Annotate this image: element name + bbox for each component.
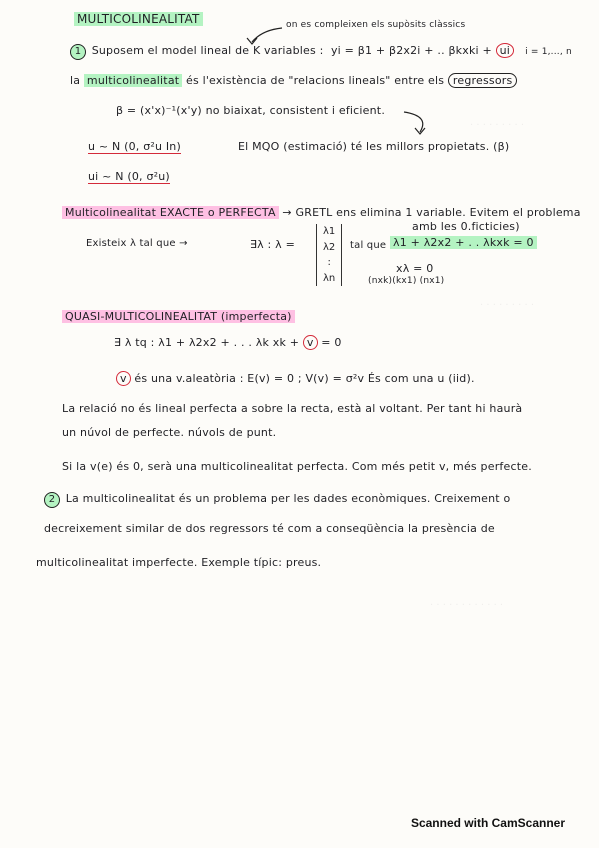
matrix-dimensions: (nxk)(kx1) (nx1) bbox=[368, 276, 445, 286]
existeix-text: Existeix λ tal que → bbox=[86, 238, 188, 249]
v-term-circled: v bbox=[303, 335, 318, 350]
regressors-circled: regressors bbox=[448, 73, 518, 88]
ols-estimator-line: β = (x'x)⁻¹(x'y) no biaixat, consistent i eficient. bbox=[116, 104, 386, 117]
v-description-line bbox=[116, 372, 475, 385]
linear-combination-eq: λ1 + λ2x2 + . . λkxk = 0 bbox=[390, 236, 537, 249]
quasi-heading: QUASI-MULTICOLINEALITAT (imperfecta) bbox=[62, 310, 295, 323]
lambda-n: λn bbox=[323, 272, 336, 284]
point-2-line2: decreixement similar de dos regressors té com a conseqüència la presència de bbox=[44, 522, 495, 535]
point-2-text-1: La multicolinealitat és un problema per les dades econòmiques. Creixement o bbox=[65, 492, 511, 505]
page-title: MULTICOLINEALITAT bbox=[74, 12, 203, 26]
exact-heading: Multicolinealitat EXACTE o PERFECTA bbox=[62, 206, 279, 219]
error-term-circled: ui bbox=[496, 43, 514, 58]
lambda-vector bbox=[316, 224, 342, 286]
point-1-line bbox=[70, 44, 572, 60]
relation-line: La relació no és lineal perfecta a sobre la recta, està al voltant. Per tant hi haurà bbox=[62, 402, 523, 415]
quasi-equation bbox=[114, 336, 342, 349]
linear-combination bbox=[390, 236, 537, 249]
point-2-line3: multicolinealitat imperfecte. Exemple típic: preus. bbox=[36, 556, 322, 569]
v-circled: v bbox=[116, 371, 131, 386]
cloud-line: un núvol de perfecte. núvols de punt. bbox=[62, 426, 277, 439]
model-equation: yi = β1 + β2x2i + .. βkxki + bbox=[330, 44, 496, 57]
u-distribution-1: u ~ N (0, σ²u In) bbox=[88, 140, 181, 153]
point-2-line1 bbox=[44, 492, 510, 508]
exists-lambda: ∃λ : λ = bbox=[250, 238, 295, 251]
error-distribution-vector bbox=[88, 140, 181, 153]
scanner-watermark: Scanned with CamScanner bbox=[410, 816, 565, 830]
definition-start: la bbox=[70, 74, 81, 87]
quasi-eq-part2: = 0 bbox=[317, 336, 342, 349]
point-1-text: Suposem el model lineal de K variables : bbox=[91, 44, 324, 57]
quasi-eq-part1: ∃ λ tq : λ1 + λ2x2 + . . . λk xk + bbox=[114, 336, 303, 349]
point-number-badge-2: 2 bbox=[44, 492, 60, 508]
point-number-badge: 1 bbox=[70, 44, 86, 60]
definition-text: és l'existència de "relacions lineals" entre els bbox=[182, 74, 448, 87]
lambda-2: λ2 bbox=[323, 241, 336, 253]
mqo-properties-line: El MQO (estimació) té les millors propietats. (β) bbox=[238, 140, 510, 153]
exact-heading-line bbox=[62, 206, 581, 219]
error-distribution-scalar bbox=[88, 170, 170, 183]
quasi-heading-line bbox=[62, 310, 295, 323]
definition-line bbox=[70, 74, 517, 87]
gretl-note: → GRETL ens elimina 1 variable. Evitem el problema bbox=[282, 206, 581, 219]
u-distribution-2: ui ~ N (0, σ²u) bbox=[88, 170, 170, 183]
matrix-form: xλ = 0 bbox=[396, 262, 434, 275]
perfect-line: Si la v(e) és 0, serà una multicolinealitat perfecta. Com més petit v, més perfecte. bbox=[62, 460, 532, 473]
tal-que-text: tal que bbox=[350, 240, 387, 251]
v-description: és una v.aleatòria : E(v) = 0 ; V(v) = σ²v És com una u (iid). bbox=[130, 372, 475, 385]
gretl-note-cont: amb les 0.ficticies) bbox=[412, 220, 520, 233]
scanned-notes-page: · · · · · · · · · · · · · · · · · · · · · · · · · · · · · · MULTICOLINEALITAT on es compleixen els supòsits clàssics 1 Suposem el model lineal de K variables : yi = β1 + β2x2i + .. βkxki + ui i = 1,..., n la multicolinealitat és l'existència de "relacions lineals" entre els regressors β = (x'x)⁻¹(x'y) no biaixat, consistent i eficient. u ~ N (0, σ²u In) El MQO (estimació) té les millors propietats. (β) ui ~ N (0, σ²u) Multicolinealitat EXACTE o PERFECTA → GRETL ens elimina 1 variable. Evitem el problema amb les 0.ficticies) Existeix λ tal que → ∃λ : λ = λ1 λ2 : λn tal que λ1 + λ2x2 + . . λkxk = 0 xλ = 0 (nxk)(kx1) (nx1) QUASI-MULTICOLINEALITAT (imperfecta) ∃ λ tq : λ1 + λ2x2 + . . . λk xk + v = 0 v és una v.aleatòria : E(v) = 0 ; V(v) = σ²v És com una u (iid). La relació no és lineal perfecta a sobre la recta, està al voltant. Per tant hi haurà un núvol de perfecte. núvols de punt. Si la v(e) és 0, serà una multicolinealitat perfecta. Com més petit v, més perfecte. 2 La multicolinealitat és un problema per les dades econòmiques. Creixement o decreixement similar de dos regressors té com a conseqüència la presència de multicolinealitat imperfecte. Exemple típic: preus. Scanned with CamScanner bbox=[0, 0, 599, 848]
lambda-1: λ1 bbox=[323, 226, 336, 237]
index-range: i = 1,..., n bbox=[525, 47, 572, 57]
lambda-dots: : bbox=[327, 257, 331, 269]
definition-term: multicolinealitat bbox=[84, 74, 182, 87]
annotation-classical-assumptions: on es compleixen els supòsits clàssics bbox=[286, 20, 466, 30]
